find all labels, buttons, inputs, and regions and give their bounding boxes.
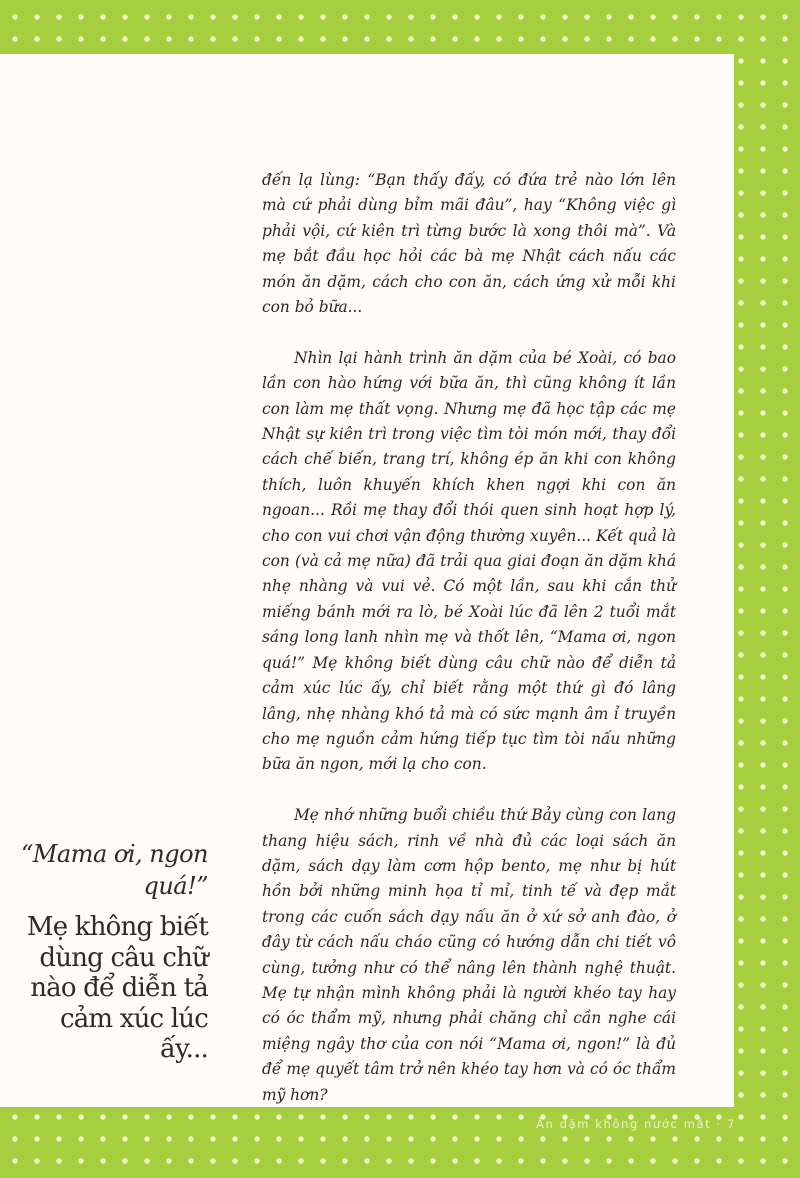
page-number: 7 [727, 1117, 736, 1131]
body-text [262, 168, 676, 1133]
pull-quote-head: “Mama ơi, ngon quá!” [21, 840, 208, 900]
pull-quote-body: Mẹ không biết dùng câu chữ nào để diễn tả cảm xúc lúc ấy... [26, 912, 208, 1064]
page-footer [536, 1117, 736, 1131]
running-title: Ăn dặm không nước mắt [536, 1117, 712, 1131]
paragraph-3: Mẹ nhớ những buổi chiều thứ Bảy cùng con lang thang hiệu sách, rinh về nhà đủ các loại sách ăn dặm, sách dạy làm cơm hộp bento, mẹ như bị hút hồn bởi những minh họa tỉ mỉ, tinh tế và đẹp mắt trong các cuốn sách dạy nấu ăn ở xứ sở anh đào, ở đây từ cách nấu cháo cũng có hướng dẫn chi tiết vô cùng, tưởng như có thể nâng lên thành nghệ thuật. Mẹ tự nhận mình không phải là người khéo tay hay có óc thẩm mỹ, nhưng phải chăng chỉ cần nghe cái miệng ngây thơ của con nói “Mama ơi, ngon!” là đủ để mẹ quyết tâm trở nên khéo tay hơn và có óc thẩm mỹ hơn? [262, 806, 676, 1104]
footer-separator: · [716, 1117, 722, 1131]
pull-quote [12, 838, 208, 1065]
paragraph-1: đến lạ lùng: “Bạn thấy đấy, có đứa trẻ nào lớn lên mà cứ phải dùng bỉm mãi đâu”, hay “Không việc gì phải vội, cứ kiên trì từng bước là xong thôi mà”. Và mẹ bắt đầu học hỏi các bà mẹ Nhật cách nấu các món ăn dặm, cách cho con ăn, cách ứng xử mỗi khi con bỏ bữa... [262, 171, 676, 317]
paragraph-2: Nhìn lại hành trình ăn dặm của bé Xoài, có bao lần con hào hứng với bữa ăn, thì cũng không ít lần con làm mẹ thất vọng. Nhưng mẹ đã học tập các mẹ Nhật sự kiên trì trong việc tìm tòi món mới, thay đổi cách chế biến, trang trí, không ép ăn khi con không thích, luôn khuyến khích khen ngợi khi con ăn ngoan... Rồi mẹ thay đổi thói quen sinh hoạt hợp lý, cho con vui chơi vận động thường xuyên... Kết quả là con (và cả mẹ nữa) đã trải qua giai đoạn ăn dặm khá nhẹ nhàng và vui vẻ. Có một lần, sau khi cắn thử miếng bánh mới ra lò, bé Xoài lúc đã lên 2 tuổi mắt sáng long lanh nhìn mẹ và thốt lên, “Mama ơi, ngon quá!” Mẹ không biết dùng câu chữ nào để diễn tả cảm xúc lúc ấy, chỉ biết rằng một thứ gì đó lâng lâng, nhẹ nhàng khó tả mà có sức mạnh âm ỉ truyền cho mẹ nguồn cảm hứng tiếp tục tìm tòi nấu những bữa ăn ngon, mới lạ cho con. [262, 348, 676, 774]
